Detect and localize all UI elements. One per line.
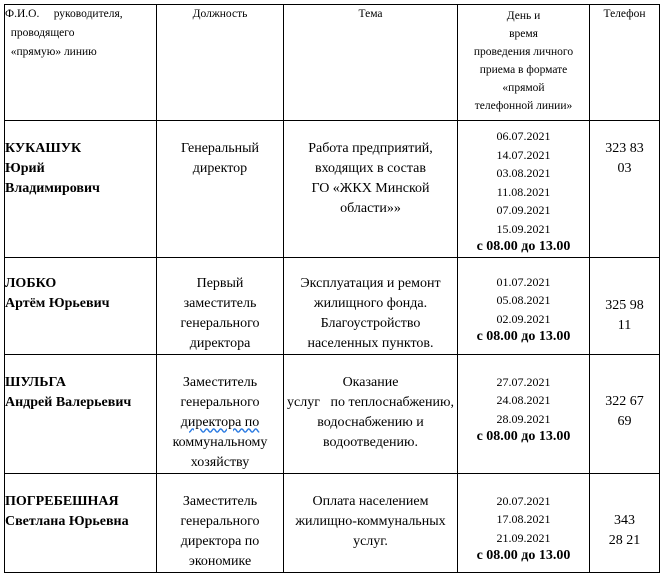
header-row (5, 5, 660, 121)
header-datetime-line: телефонной линии» (474, 100, 573, 112)
topic-cell (284, 121, 458, 258)
header-position (157, 5, 284, 121)
date-entry: 20.07.2021 (496, 493, 551, 508)
date-entry: 28.09.2021 (496, 411, 551, 426)
table-row (5, 121, 660, 258)
position-line: хозяйству (190, 454, 250, 470)
topic-line: населенных пунктов. (307, 335, 434, 351)
position-line: генерального (180, 513, 260, 529)
position-cell (157, 121, 284, 258)
topic-line: входящих в состав (314, 161, 426, 176)
header-position-label: Должность (192, 8, 248, 20)
date-entry: 27.07.2021 (496, 374, 551, 389)
phone-cell (590, 473, 660, 572)
phone-line: 11 (617, 317, 632, 333)
dates-cell (458, 257, 590, 354)
topic-cell (284, 473, 458, 572)
position-line: директора по (180, 533, 260, 549)
position-cell (157, 354, 284, 473)
position-cell (157, 473, 284, 572)
header-fio-line: проводящего (5, 27, 75, 39)
person-given-name: Артём Юрьевич (5, 295, 110, 311)
person-surname: ШУЛЬГА (5, 374, 66, 390)
phone-line: 322 67 (605, 393, 644, 409)
position-line: заместитель (183, 295, 257, 311)
header-datetime-line: День и (506, 10, 541, 22)
person-surname: КУКАШУК (5, 141, 82, 156)
header-datetime-line: проведения личного (473, 46, 574, 58)
date-entry: 14.07.2021 (496, 147, 551, 162)
position-line: директор (192, 161, 248, 176)
header-topic-label: Тема (358, 8, 383, 20)
date-entry: 07.09.2021 (496, 203, 551, 217)
reception-schedule-table (4, 4, 660, 573)
person-given-name: Юрий (5, 161, 45, 176)
phone-line: 69 (617, 413, 632, 429)
person-name-cell (5, 121, 157, 258)
person-name-cell (5, 354, 157, 473)
dates-cell (458, 121, 590, 258)
time-range: с 08.00 до 13.00 (476, 548, 571, 563)
table-row (5, 473, 660, 572)
topic-line: Оплата населением (312, 493, 429, 509)
header-topic (284, 5, 458, 121)
phone-line: 28 21 (608, 532, 641, 548)
person-given-name: Светлана Юрьевна (5, 513, 129, 529)
topic-line: водоснабжению и (317, 414, 424, 430)
topic-line: водоотведению. (322, 434, 418, 450)
phone-line: 325 98 (605, 297, 644, 313)
header-datetime-line: приема в формате (479, 64, 568, 76)
table-row (5, 354, 660, 473)
time-range: с 08.00 до 13.00 (476, 239, 571, 254)
header-datetime-line: время (509, 28, 538, 40)
person-name-cell (5, 257, 157, 354)
person-surname: ПОГРЕБЕШНАЯ (5, 493, 119, 509)
position-line: Заместитель (182, 493, 258, 509)
person-patronymic: Владимирович (5, 181, 100, 196)
header-phone (590, 5, 660, 121)
topic-line: ГО «ЖКХ Минской (311, 181, 430, 196)
phone-line: 343 (614, 512, 635, 528)
time-range: с 08.00 до 13.00 (476, 329, 571, 344)
position-line: директора по (180, 414, 260, 430)
phone-cell (590, 121, 660, 258)
position-line: коммунальному (172, 434, 268, 450)
topic-line: Оказание (342, 374, 399, 390)
phone-line: 323 83 (605, 141, 644, 156)
header-fio-line: «прямую» линию (5, 46, 97, 58)
topic-line: услуг. (353, 533, 388, 549)
date-entry: 06.07.2021 (496, 129, 551, 143)
header-fio (5, 5, 157, 121)
topic-line: Благоустройство (320, 315, 421, 331)
topic-cell (284, 354, 458, 473)
phone-line: 03 (617, 161, 632, 176)
date-entry: 01.07.2021 (496, 274, 551, 289)
time-range: с 08.00 до 13.00 (476, 429, 571, 444)
topic-line: Работа предприятий, (308, 141, 433, 156)
topic-cell (284, 257, 458, 354)
topic-line: жилищно-коммунальных (295, 513, 446, 529)
person-given-name: Андрей Валерьевич (5, 394, 132, 410)
position-line: Заместитель (182, 374, 258, 390)
dates-cell (458, 473, 590, 572)
person-surname: ЛОБКО (5, 275, 57, 291)
position-line: генерального (180, 394, 260, 410)
topic-line: услуг по теплоснабжению, (287, 394, 454, 410)
date-entry: 11.08.2021 (496, 184, 551, 199)
phone-cell (590, 257, 660, 354)
date-entry: 24.08.2021 (496, 393, 551, 407)
header-datetime-line: «прямой (502, 82, 545, 94)
position-line: генерального (180, 315, 260, 331)
topic-line: Эксплуатация и ремонт (300, 275, 441, 291)
date-entry: 03.08.2021 (496, 166, 551, 180)
date-entry: 05.08.2021 (496, 293, 551, 307)
date-entry: 21.09.2021 (496, 530, 551, 545)
date-entry: 02.09.2021 (496, 311, 551, 326)
table-row (5, 257, 660, 354)
position-line: экономике (188, 553, 252, 569)
header-fio-line: Ф.И.О. руководителя, (5, 8, 123, 20)
dates-cell (458, 354, 590, 473)
date-entry: 17.08.2021 (496, 512, 551, 526)
person-name-cell (5, 473, 157, 572)
position-line: директора (189, 335, 251, 351)
date-entry: 15.09.2021 (496, 221, 551, 236)
position-cell (157, 257, 284, 354)
header-phone-label: Телефон (603, 8, 646, 20)
phone-cell (590, 354, 660, 473)
position-line: Генеральный (180, 141, 260, 156)
position-line: Первый (196, 275, 244, 291)
topic-line: жилищного фонда. (313, 295, 428, 311)
header-datetime (458, 5, 590, 121)
topic-line: области»» (340, 201, 401, 216)
